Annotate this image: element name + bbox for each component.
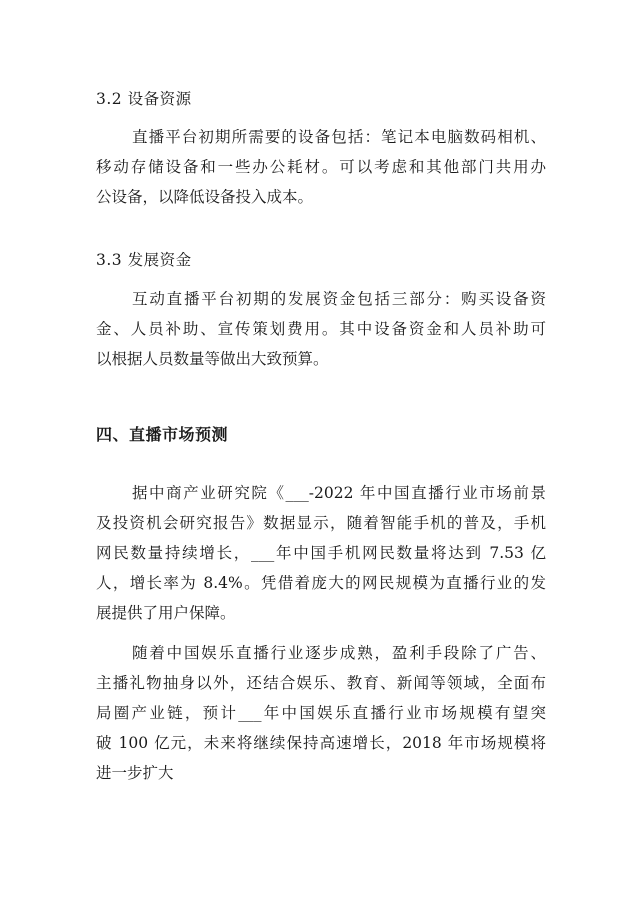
text-line: 局圈产业链，预计___年中国娱乐直播行业市场规模有望突	[96, 704, 546, 722]
text-line: 公设备，以降低设备投入成本。	[96, 188, 314, 206]
paragraph-entertainment-live	[96, 638, 546, 788]
paragraph-development-funds	[96, 284, 546, 374]
section-heading-3-3: 3.3 发展资金	[96, 251, 192, 269]
text-line: 以根据人员数量等做出大致预算。	[96, 350, 329, 368]
text-line: 随着中国娱乐直播行业逐步成熟，盈利手段除了广告、	[132, 644, 546, 662]
text-line: 金、人员补助、宣传策划费用。其中设备资金和人员补助可	[96, 320, 546, 338]
paragraph-equipment-resources	[96, 122, 546, 212]
text-line: 人，增长率为 8.4%。凭借着庞大的网民规模为直播行业的发	[96, 574, 546, 592]
text-line: 展提供了用户保障。	[96, 604, 236, 622]
text-line: 移动存储设备和一些办公耗材。可以考虑和其他部门共用办	[96, 158, 546, 176]
chapter-heading-market-forecast: 四、直播市场预测	[96, 425, 229, 444]
text-line: 直播平台初期所需要的设备包括：笔记本电脑数码相机、	[132, 128, 546, 146]
text-line: 互动直播平台初期的发展资金包括三部分：购买设备资	[132, 290, 546, 308]
text-line: 破 100 亿元，未来将继续保持高速增长，2018 年市场规模将	[96, 734, 546, 752]
text-line: 据中商产业研究院《___-2022 年中国直播行业市场前景	[132, 484, 546, 502]
paragraph-market-data	[96, 478, 546, 628]
text-line: 及投资机会研究报告》数据显示，随着智能手机的普及，手机	[96, 514, 546, 532]
text-line: 网民数量持续增长，___年中国手机网民数量将达到 7.53 亿	[96, 544, 546, 562]
text-line: 进一步扩大	[96, 764, 174, 782]
section-heading-3-2: 3.2 设备资源	[96, 90, 192, 108]
text-line: 主播礼物抽身以外，还结合娱乐、教育、新闻等领域，全面布	[96, 674, 546, 692]
